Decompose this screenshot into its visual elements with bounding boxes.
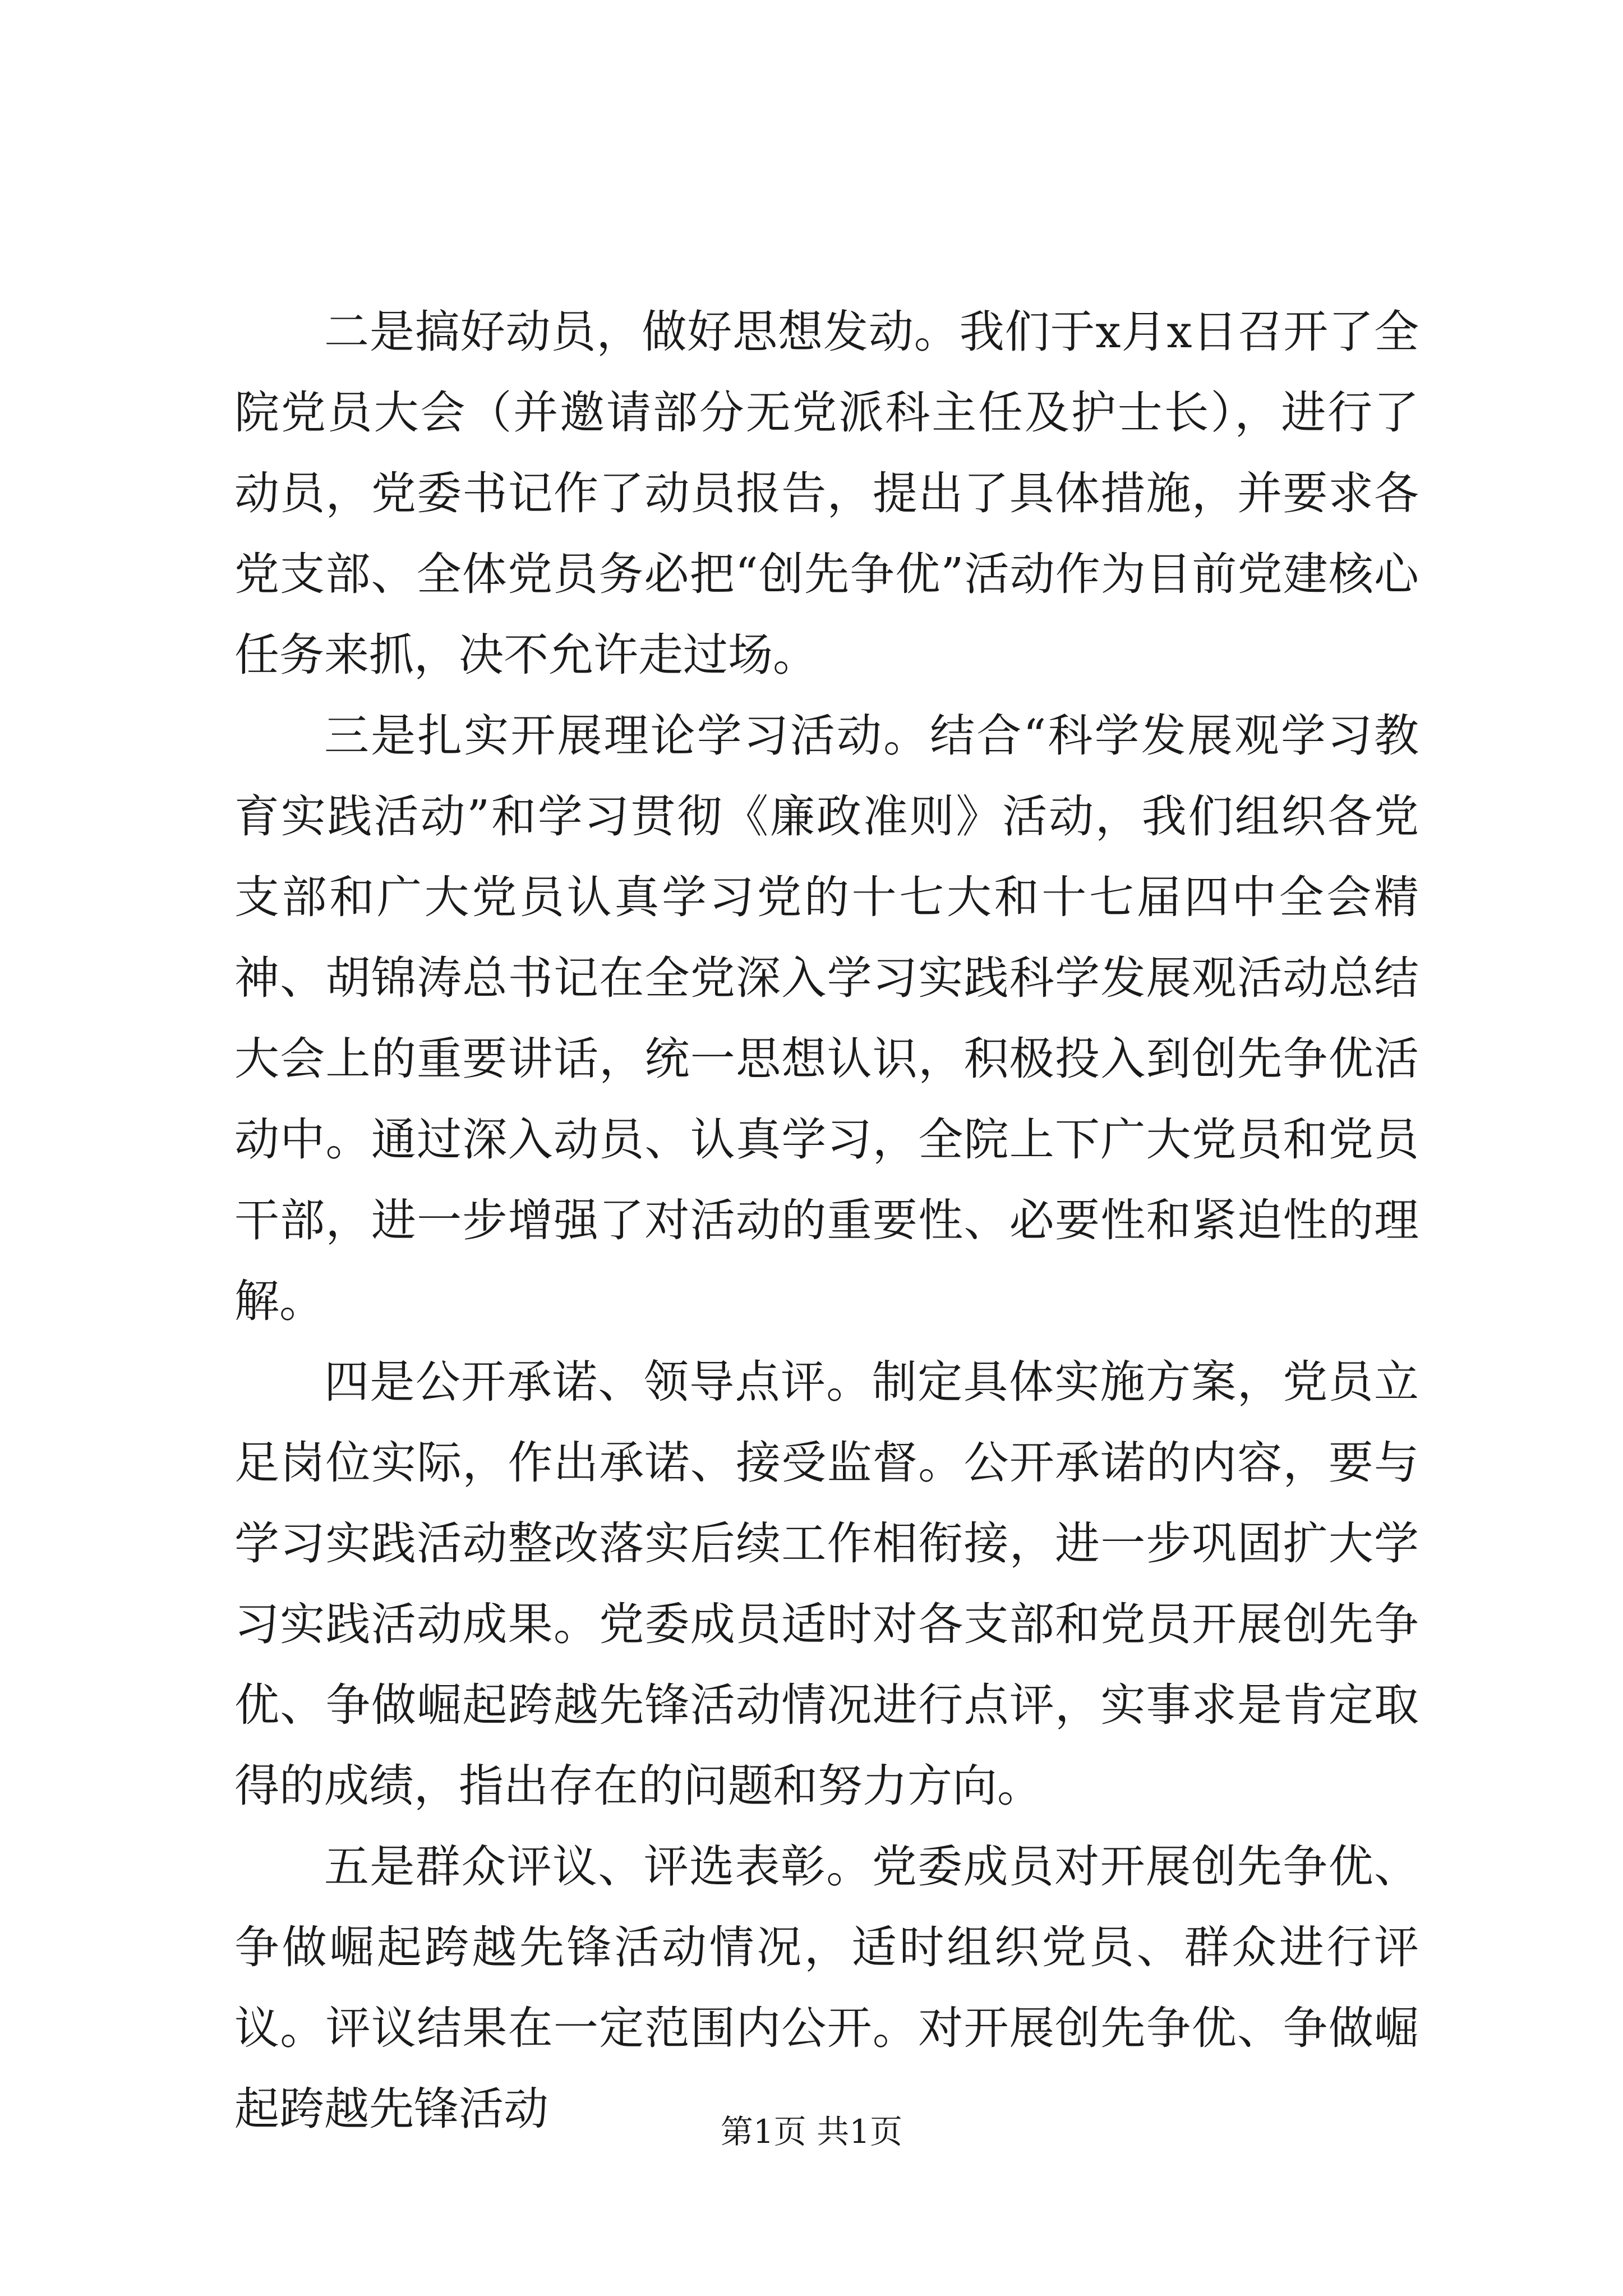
page-footer: 第1页 共1页 bbox=[720, 2113, 903, 2151]
paragraph-mobilization: 二是搞好动员，做好思想发动。我们于x月x日召开了全院党员大会（并邀请部分无党派科主任及护士长），进行了动员，党委书记作了动员报告，提出了具体措施，并要求各党支部、全体党员务必把“创先争优”活动作为目前党建核心任务来抓，决不允许走过场。 bbox=[234, 306, 1419, 681]
paragraph-public-commitment: 四是公开承诺、领导点评。制定具体实施方案，党员立足岗位实际，作出承诺、接受监督。公开承诺的内容，要与学习实践活动整改落实后续工作相衔接，进一步巩固扩大学习实践活动成果。党委成员适时对各支部和党员开展创先争优、争做崛起跨越先锋活动情况进行点评，实事求是肯定取得的成绩，指出存在的问题和努力方向。 bbox=[234, 1356, 1419, 1812]
paragraph-mass-evaluation: 五是群众评议、评选表彰。党委成员对开展创先争优、争做崛起跨越先锋活动情况，适时组织党员、群众进行评议。评议结果在一定范围内公开。对开展创先争优、争做崛起跨越先锋活动 bbox=[234, 1841, 1419, 2135]
document-body bbox=[234, 292, 1419, 2150]
paragraph-theory-study: 三是扎实开展理论学习活动。结合“科学发展观学习教育实践活动”和学习贯彻《廉政准则》活动，我们组织各党支部和广大党员认真学习党的十七大和十七届四中全会精神、胡锦涛总书记在全党深入学习实践科学发展观活动总结大会上的重要讲话，统一思想认识，积极投入到创先争优活动中。通过深入动员、认真学习，全院上下广大党员和党员干部，进一步增强了对活动的重要性、必要性和紧迫性的理解。 bbox=[234, 710, 1419, 1327]
